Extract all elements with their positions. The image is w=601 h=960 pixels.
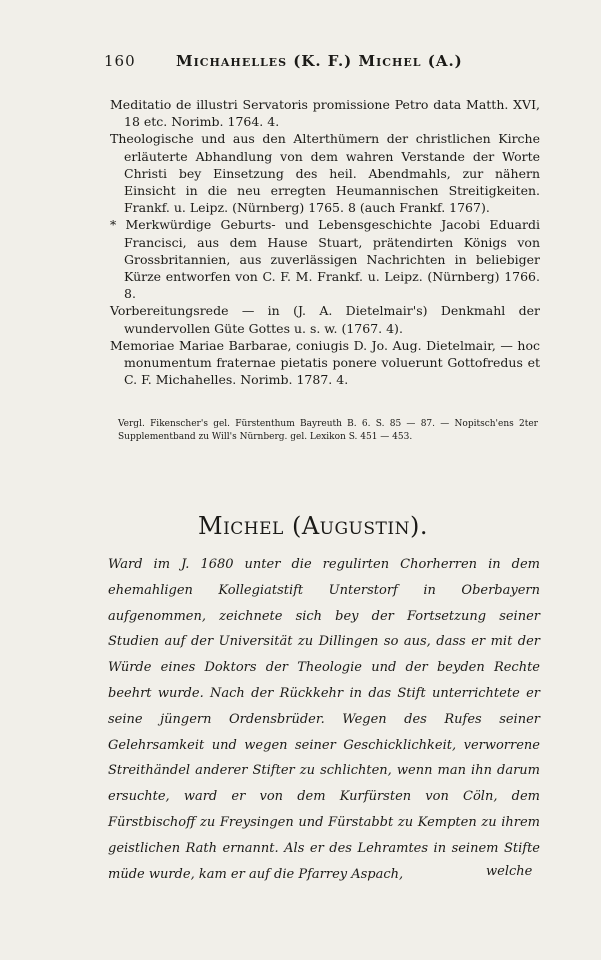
bibliography-list xyxy=(110,96,540,388)
bibliography-entry: Memoriae Mariae Barbarae, coniugis D. Jo. Aug. Dietelmair, — hoc monumentum fraternae pietatis ponere voluerunt Gottofredus et C. F. Michahelles. Norimb. 1787. 4. xyxy=(110,337,540,388)
biography-text: Ward im J. 1680 unter die regulirten Chorherren in dem ehemahligen Kollegiatstift Unterstorf in Oberbayern aufgenommen, zeichnete sich bey der Fortsetzung seiner Studien auf der Universität zu Dillingen so aus, dass er mit der Würde eines Doktors der Theologie und der beyden Rechte beehrt wurde. Nach der Rückkehr in das Stift unterrichtete er seine jüngern Ordensbrüder. Wegen des Rufes seiner Gelehrsamkeit und wegen seiner Geschicklichkeit, verworrene Streithändel anderer Stifter zu schlichten, wenn man ihn darum ersuchte, ward er von dem Kurfürsten von Cöln, dem Fürstbischoff zu Freysingen und Fürstabbt zu Kempten zu ihrem geistlichen Rath ernannt. Als er des Lehramtes in seinem Stifte müde wurde, kam er auf die Pfarrey Aspach, xyxy=(108,557,540,882)
bibliography-entry: Meditatio de illustri Servatoris promissione Petro data Matth. XVI, 18 etc. Norimb. 1764. 4. xyxy=(110,97,540,130)
running-title: Michahelles (K. F.) Michel (A.) xyxy=(176,52,463,70)
catchword: welche xyxy=(486,864,533,879)
bibliography-entry: * Merkwürdige Geburts- und Lebensgeschichte Jacobi Eduardi Francisci, aus dem Hause Stuart, prätendirten Königs von Grossbritannien, aus zuverlässigen Nachrichten in beliebiger Kürze entworfen von C. F. M. Frankf. u. Leipz. (Nürnberg) 1766. 8. xyxy=(110,217,540,302)
section-heading: Michel (Augustin). xyxy=(198,512,428,540)
page-number: 160 xyxy=(104,52,136,70)
reference-note: Vergl. Fikenscher's gel. Fürstenthum Bayreuth B. 6. S. 85 — 87. — Nopitsch'ens 2ter Supplementband zu Will's Nürnberg. gel. Lexikon S. 451 — 453. xyxy=(118,419,538,442)
running-header xyxy=(104,52,504,74)
bibliography-entry: Theologische und aus den Alterthümern der christlichen Kirche erläuterte Abhandlung von dem wahren Verstande der Worte Christi bey Einsetzung des heil. Abendmahls, zur nähern Einsicht in die neu erregten Heumannischen Streitigkeiten. Frankf. u. Leipz. (Nürnberg) 1765. 8 (auch Frankf. 1767). xyxy=(110,131,540,216)
bibliography-entry: Vorbereitungsrede — in (J. A. Dietelmair's) Denkmahl der wundervollen Güte Gottes u. s. w. (1767. 4). xyxy=(110,303,540,336)
